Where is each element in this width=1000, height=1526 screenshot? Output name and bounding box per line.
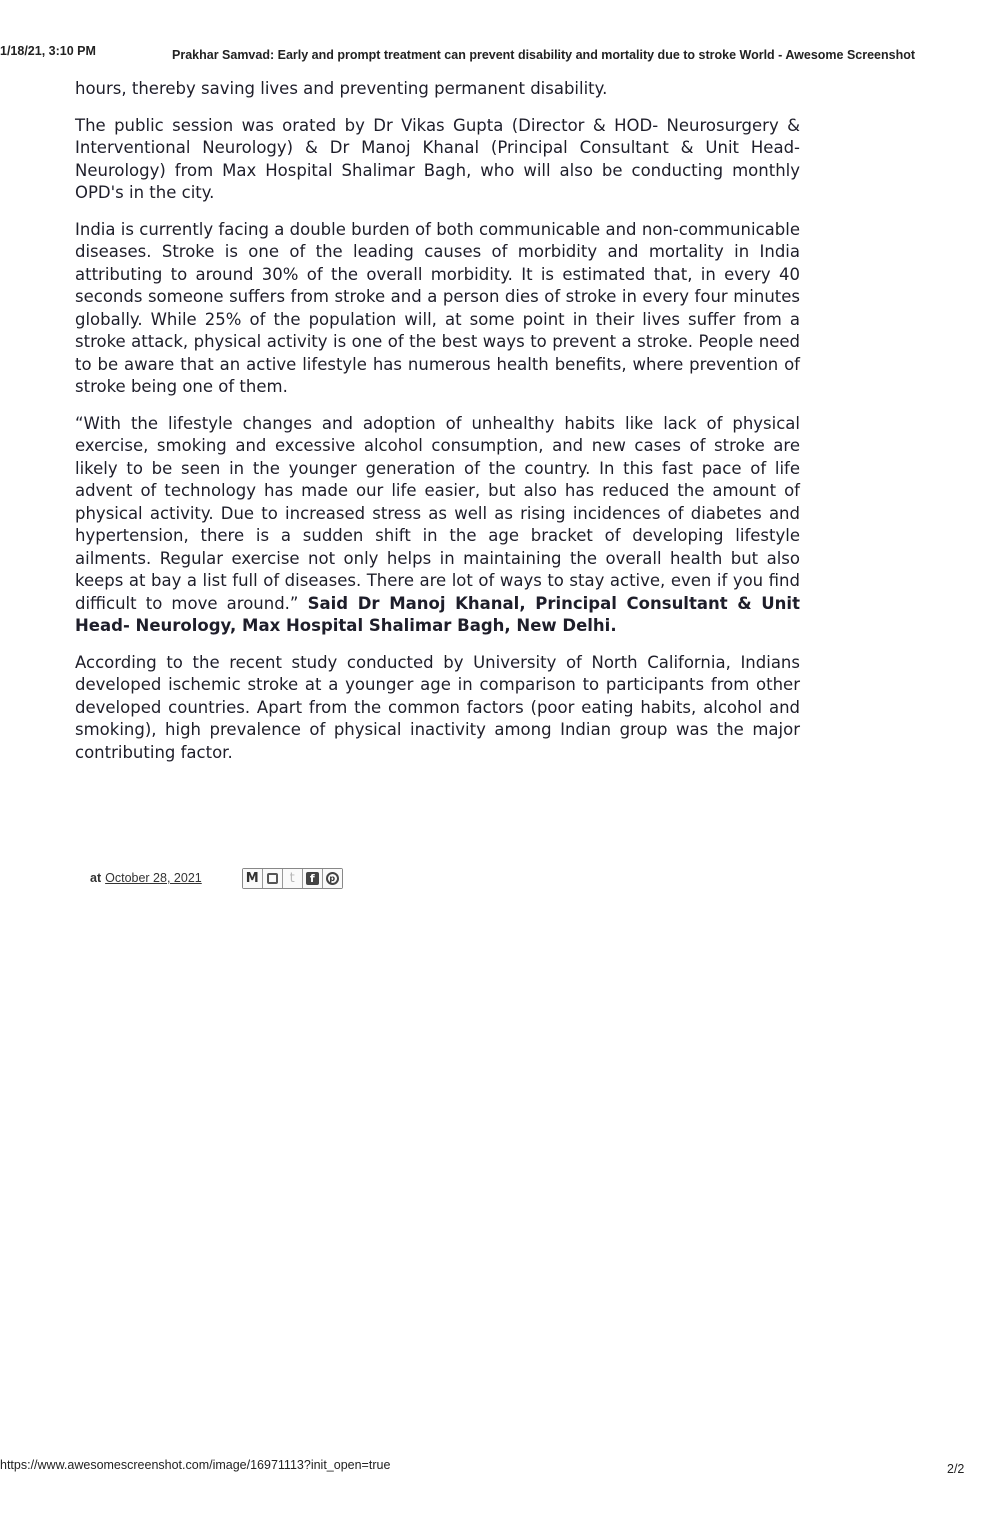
email-icon: M — [245, 870, 259, 886]
pinterest-share-button[interactable] — [323, 869, 342, 888]
quote-text: “With the lifestyle changes and adoption of unhealthy habits like lack of physical exercise, smoking and excessive alcohol consumption, and new cases of stroke are likely to be seen in the younger generation of the country. In this fast pace of life advent of technology has made our life easier, but also has reduced the amount of physical activity. Due to increased stress as well as rising incidences of diabetes and hypertension, there is a sudden shift in the age bracket of developing lifestyle ailments. Regular exercise not only helps in maintaining the overall health but also keeps at bay a list full of diseases. There are lot of ways to stay active, even if you find difficult to move around.” — [75, 413, 800, 613]
print-page-title: Prakhar Samvad: Early and prompt treatment can prevent disability and mortality due to stroke World - Awesome Screenshot — [172, 48, 916, 62]
article-body — [75, 78, 800, 778]
blogger-icon — [267, 873, 278, 884]
print-timestamp: 1/18/21, 3:10 PM — [0, 44, 96, 58]
article-paragraph-5: According to the recent study conducted by University of North California, Indians developed ischemic stroke at a younger age in comparison to participants from other developed countries. Apart from the common factors (poor eating habits, alcohol and smoking), high prevalence of physical inactivity among Indian group was the major contributing factor. — [75, 652, 800, 762]
article-paragraph-1: hours, thereby saving lives and preventing permanent disability. — [75, 79, 608, 98]
facebook-icon: f — [306, 872, 319, 885]
email-share-button[interactable] — [243, 869, 263, 888]
article-paragraph-2: The public session was orated by Dr Vikas Gupta (Director & HOD- Neurosurgery & Interventional Neurology) & Dr Manoj Khanal (Principal Consultant & Unit Head- Neurology) from Max Hospital Shalimar Bagh, who will also be conducting monthly OPD's in the city. — [75, 115, 800, 202]
post-footer — [90, 866, 343, 890]
print-url: https://www.awesomescreenshot.com/image/16971113?init_open=true — [0, 1458, 391, 1472]
blog-share-button[interactable] — [263, 869, 283, 888]
twitter-icon: t — [289, 870, 295, 886]
article-paragraph-3: India is currently facing a double burden of both communicable and non-communicable diseases. Stroke is one of the leading causes of morbidity and mortality in India attributing to around 30% of the overall morbidity. It is estimated that, in every 40 seconds someone suffers from stroke and a person dies of stroke in every four minutes globally. While 25% of the population will, at some point in their lives suffer from a stroke attack, physical activity is one of the best ways to prevent a stroke. People need to be aware that an active lifestyle has numerous health benefits, where prevention of stroke being one of them. — [75, 219, 800, 396]
print-header — [0, 44, 1000, 66]
post-at-label: at — [90, 871, 102, 885]
pinterest-icon: p — [326, 872, 339, 885]
article-paragraph-4 — [75, 413, 800, 638]
quote-attribution: Said Dr Manoj Khanal, Principal Consultant & Unit Head- Neurology, Max Hospital Shalimar Bagh, New Delhi. — [75, 593, 800, 635]
post-date-link[interactable]: October 28, 2021 — [105, 871, 202, 885]
share-buttons — [242, 868, 343, 889]
page-number: 2/2 — [947, 1462, 965, 1476]
facebook-share-button[interactable] — [303, 869, 323, 888]
twitter-share-button[interactable] — [283, 869, 303, 888]
